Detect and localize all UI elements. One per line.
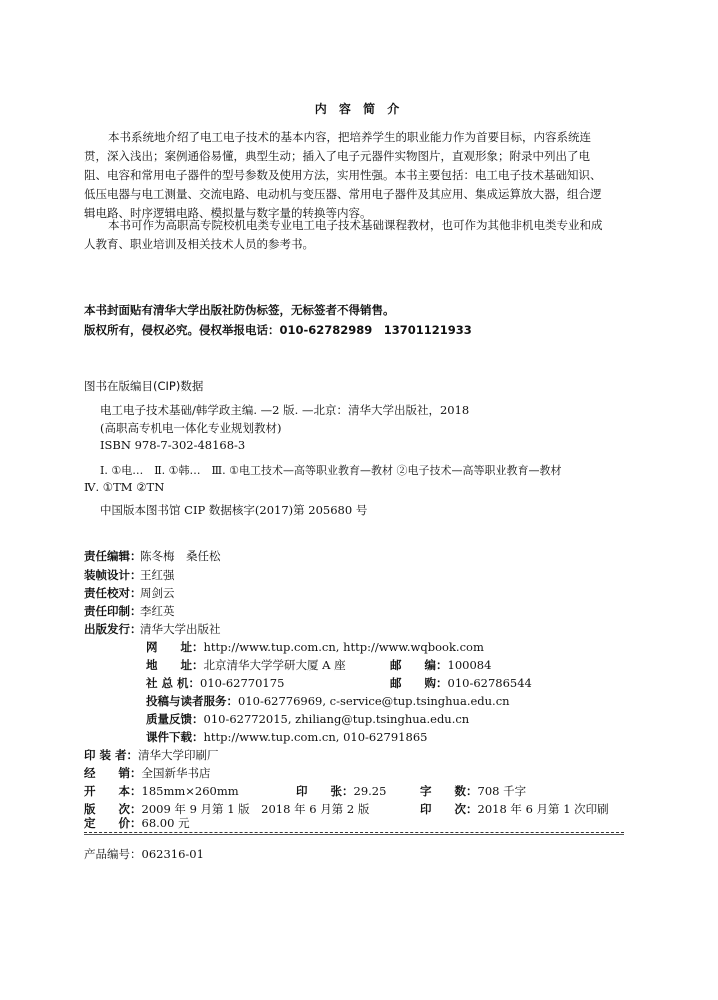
publisher-download-row bbox=[146, 729, 427, 745]
sheets-row bbox=[296, 783, 386, 799]
publisher-address-row bbox=[146, 657, 346, 673]
printer-row bbox=[84, 747, 219, 763]
cip-heading: 图书在版编目(CIP)数据 bbox=[84, 379, 204, 393]
credit-row bbox=[84, 585, 175, 601]
format-row bbox=[84, 783, 239, 799]
credit-label: 责任校对： bbox=[84, 586, 142, 600]
word-count: 708 千字 bbox=[477, 784, 527, 798]
credit-row bbox=[84, 603, 175, 619]
intro-line: 本书系统地介绍了电工电子技术的基本内容，把培养学生的职业能力作为首要目标，内容系统连 bbox=[108, 130, 591, 144]
publisher-download: http://www.tup.com.cn, 010-62791865 bbox=[203, 730, 428, 744]
format: 185mm×260mm bbox=[141, 784, 239, 798]
usage-line: 人教育、职业培训及相关技术人员的参考书。 bbox=[84, 237, 314, 251]
publisher-label: 地 址： bbox=[146, 658, 204, 672]
production-label: 经 销： bbox=[84, 766, 142, 780]
production-label: 印 张： bbox=[296, 784, 354, 798]
distributor-row bbox=[84, 765, 211, 781]
publisher-label: 社 总 机： bbox=[146, 676, 201, 690]
publisher-label: 投稿与读者服务： bbox=[146, 694, 238, 708]
cip-classification: Ⅳ. ①TM ②TN bbox=[84, 480, 165, 494]
credit-value: 李红英 bbox=[140, 604, 175, 618]
cip-isbn: ISBN 978-7-302-48168-3 bbox=[100, 438, 246, 452]
production-label: 定 价： bbox=[84, 816, 142, 830]
publisher-label: 邮 编： bbox=[390, 658, 448, 672]
price-row bbox=[84, 815, 190, 831]
publisher-label: 质量反馈： bbox=[146, 712, 204, 726]
printing-row bbox=[420, 801, 609, 817]
intro-line: 阻、电容和常用电子器件的型号参数及使用方法，实用性强。本书主要包括：电工电子技术基础知识、 bbox=[84, 168, 602, 182]
publisher-mailorder-row bbox=[390, 675, 532, 691]
product-code: 产品编号：062316-01 bbox=[84, 847, 204, 861]
credit-row bbox=[84, 548, 221, 564]
publisher-label: 网 址： bbox=[146, 640, 204, 654]
distributor: 全国新华书店 bbox=[141, 766, 211, 780]
credit-value: 周剑云 bbox=[140, 586, 175, 600]
credit-label: 责任编辑： bbox=[84, 549, 142, 563]
printing: 2018 年 6 月第 1 次印刷 bbox=[477, 802, 609, 816]
credit-value: 清华大学出版社 bbox=[140, 622, 221, 636]
credit-value: 陈冬梅 桑任松 bbox=[140, 549, 221, 563]
publisher-contributions: 010-62776969, c-service@tup.tsinghua.edu.cn bbox=[238, 694, 510, 708]
publisher-switchboard-row bbox=[146, 675, 284, 691]
word-count-row bbox=[420, 783, 526, 799]
credit-value: 王红强 bbox=[140, 568, 175, 582]
publisher-label: 课件下载： bbox=[146, 730, 204, 744]
copyright-notice: 版权所有，侵权必究。侵权举报电话：010-62782989 13701121933 bbox=[84, 323, 472, 337]
cip-record-number: 中国版本图书馆 CIP 数据核字(2017)第 205680 号 bbox=[100, 503, 368, 517]
publisher-zip: 100084 bbox=[447, 658, 492, 672]
divider bbox=[84, 834, 624, 835]
publisher-feedback-row bbox=[146, 711, 469, 727]
intro-paragraph bbox=[84, 128, 650, 223]
publisher-web-row bbox=[146, 639, 484, 655]
cip-line: (高职高专机电一体化专业规划教材) bbox=[100, 421, 282, 435]
summary-title: 内 容 简 介 bbox=[314, 102, 404, 116]
anti-counterfeit-notice: 本书封面贴有清华大学出版社防伪标签，无标签者不得销售。 bbox=[84, 303, 395, 317]
production-label: 印 次： bbox=[420, 802, 478, 816]
publisher-mailorder: 010-62786544 bbox=[447, 676, 532, 690]
sheets: 29.25 bbox=[353, 784, 387, 798]
credit-label: 责任印制： bbox=[84, 604, 142, 618]
divider bbox=[84, 832, 624, 833]
intro-line: 贯，深入浅出；案例通俗易懂，典型生动；插入了电子元器件实物图片，直观形象；附录中列出了电 bbox=[84, 149, 590, 163]
production-label: 版 次： bbox=[84, 802, 142, 816]
publisher-switchboard: 010-62770175 bbox=[200, 676, 285, 690]
publisher-zip-row bbox=[390, 657, 491, 673]
publisher-label: 邮 购： bbox=[390, 676, 448, 690]
price: 68.00 元 bbox=[141, 816, 190, 830]
credit-row bbox=[84, 567, 175, 583]
intro-line: 低压电器与电工测量、交流电路、电动机与变压器、常用电子器件及其应用、集成运算放大器，组合逻 bbox=[84, 187, 602, 201]
credit-label: 装帧设计： bbox=[84, 568, 142, 582]
intro-line: 辑电路、时序逻辑电路、模拟量与数字量的转换等内容。 bbox=[84, 206, 372, 220]
printer: 清华大学印刷厂 bbox=[138, 748, 219, 762]
production-label: 印 装 者： bbox=[84, 748, 139, 762]
publisher-feedback: 010-62772015, zhiliang@tup.tsinghua.edu.cn bbox=[203, 712, 470, 726]
cip-classification: Ⅰ. ①电… Ⅱ. ①韩… Ⅲ. ①电工技术—高等职业教育—教材 ②电子技术—高等职业教育—教材 bbox=[100, 464, 562, 477]
production-label: 字 数： bbox=[420, 784, 478, 798]
publisher-web: http://www.tup.com.cn, http://www.wqbook.com bbox=[203, 640, 484, 654]
usage-paragraph bbox=[84, 216, 650, 254]
publisher-address: 北京清华大学学研大厦 A 座 bbox=[203, 658, 346, 672]
publisher-contributions-row bbox=[146, 693, 510, 709]
credit-label: 出版发行： bbox=[84, 622, 142, 636]
production-label: 开 本： bbox=[84, 784, 142, 798]
cip-line: 电工电子技术基础/韩学政主编. —2 版. —北京：清华大学出版社，2018 bbox=[100, 403, 470, 417]
usage-line: 本书可作为高职高专院校机电类专业电工电子技术基础课程教材，也可作为其他非机电类专业和成 bbox=[108, 218, 603, 232]
credit-row bbox=[84, 621, 221, 637]
edition: 2009 年 9 月第 1 版 2018 年 6 月第 2 版 bbox=[141, 802, 370, 816]
